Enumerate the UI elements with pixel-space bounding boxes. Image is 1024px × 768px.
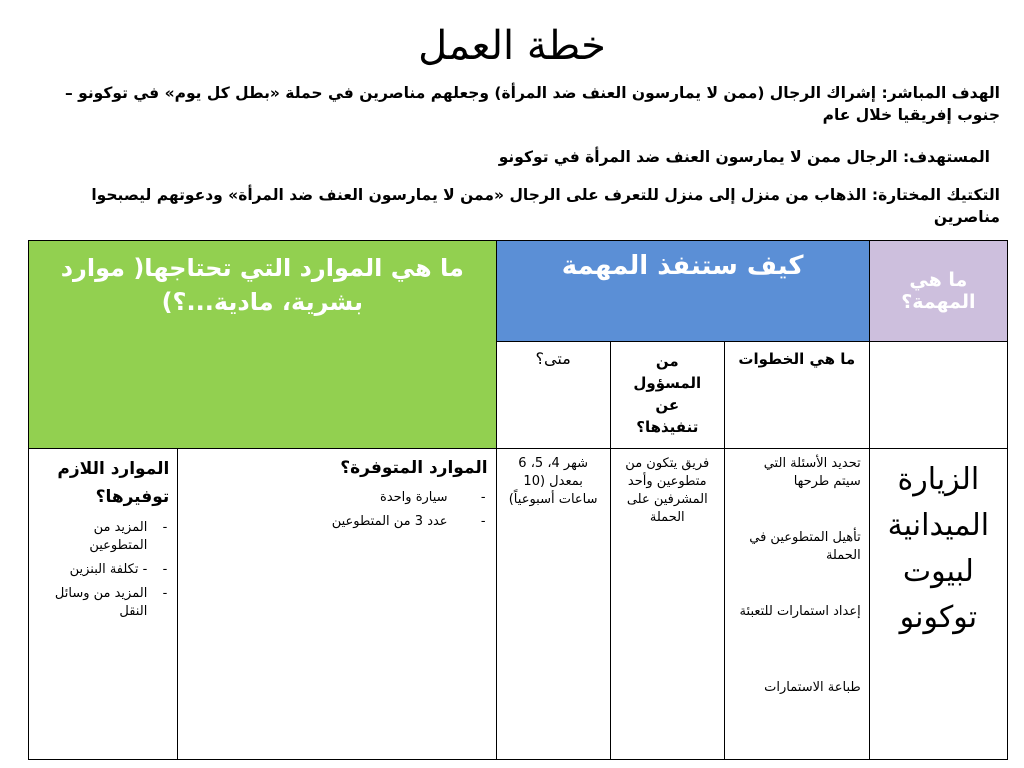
header-task-blank [869, 342, 1007, 449]
steps-cell [724, 449, 869, 760]
when-cell: شهر 4، 5، 6 بمعدل (10 ساعات أسبوعياً) [496, 449, 610, 760]
col-steps: ما هي الخطوات [724, 342, 869, 449]
header-how: كيف ستنفذ المهمة [496, 241, 869, 342]
available-item: - سيارة واحدة [380, 490, 486, 505]
available-item: - عدد 3 من المتطوعين [331, 514, 486, 529]
needed-item: - المزيد من المتطوعين [89, 520, 168, 553]
available-resources-cell [178, 449, 496, 760]
step-item: تحديد الأسئلة التي سيتم طرحها [763, 456, 861, 489]
action-plan-table [28, 240, 1008, 760]
target-text: المستهدف: الرجال ممن لا يمارسون العنف ضد المرأة في توكونو [498, 148, 990, 166]
needed-item: - المزيد من وسائل النقل [54, 586, 168, 619]
task-cell: الزيارة الميدانية لبيوت توكونو [869, 449, 1007, 760]
needed-title: الموارد اللازم توفيرها؟ [57, 459, 170, 507]
page-title: خطة العمل [418, 23, 606, 69]
responsible-cell: فريق يتكون من متطوعين وأحد المشرفين على الحملة [610, 449, 724, 760]
available-title: الموارد المتوفرة؟ [340, 458, 488, 478]
step-item: إعداد استمارات للتعبئة [739, 604, 861, 619]
goal-text: الهدف المباشر: إشراك الرجال (ممن لا يمارسون العنف ضد المرأة) وجعلهم مناصرين في حملة «بطل كل يوم» في توكونو – جنوب إفريقيا خلال عام [65, 84, 1000, 124]
step-item: طباعة الاستمارات [764, 680, 861, 695]
header-task: ما هي المهمة؟ [869, 241, 1007, 342]
col-when: متى؟ [496, 342, 610, 449]
needed-item: - - تكلفة البنزين [69, 562, 168, 577]
needed-resources-cell [29, 449, 178, 760]
step-item: تأهيل المتطوعين في الحملة [749, 530, 861, 563]
tactic-text: التكتيك المختارة: الذهاب من منزل إلى منزل للتعرف على الرجال «ممن لا يمارسون العنف ضد المرأة» ودعوتهم ليصبحوا مناصرين [91, 186, 1000, 226]
header-resources: ما هي الموارد التي تحتاجها( موارد بشرية، مادية...؟) [29, 241, 497, 449]
col-responsible: من المسؤول عن تنفيذها؟ [610, 342, 724, 449]
